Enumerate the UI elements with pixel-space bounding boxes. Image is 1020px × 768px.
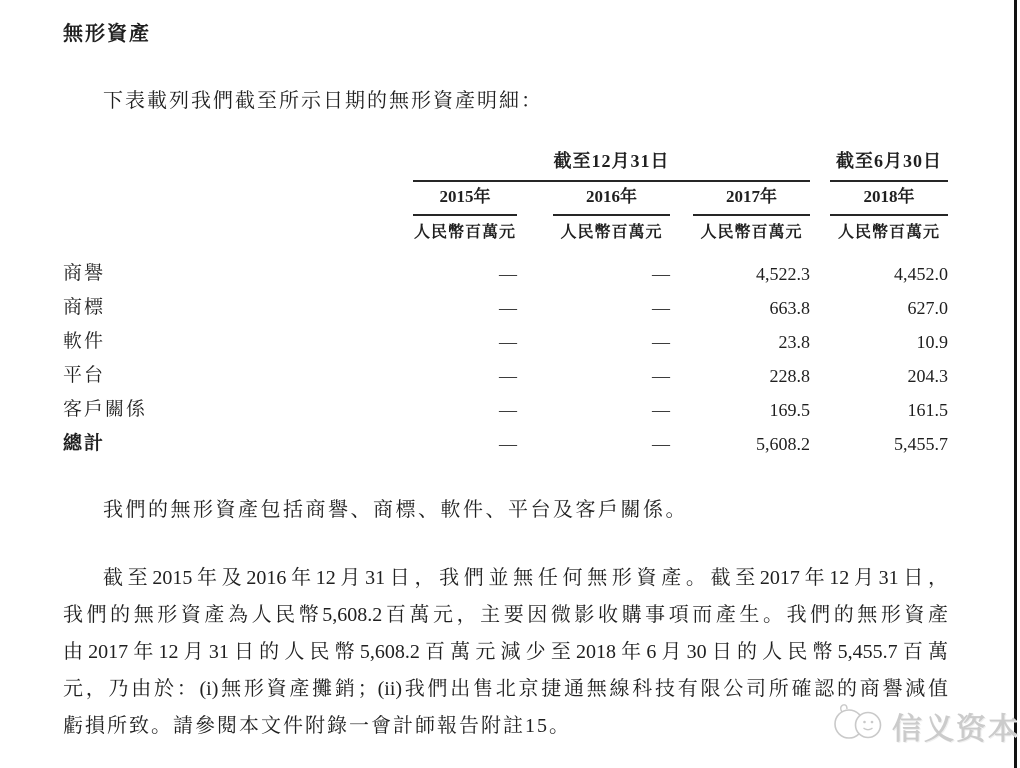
table-header-unit-row — [63, 216, 948, 245]
table-row-total — [63, 427, 948, 461]
cell-value: 204.3 — [907, 366, 948, 386]
page-right-edge-rule — [1014, 0, 1017, 768]
cell-value: 627.0 — [907, 298, 948, 318]
table-header-year-row — [63, 182, 948, 216]
cell-value: 5,455.7 — [894, 434, 948, 454]
section-title: 無形資產 — [63, 23, 151, 45]
table-header-group-row — [63, 149, 948, 182]
table-row-platform — [63, 359, 948, 393]
cell-value: — — [499, 434, 517, 454]
cell-value: — — [652, 434, 670, 454]
header-group-dec31: 截至12月31日 — [413, 149, 810, 182]
cell-value: 228.8 — [769, 366, 810, 386]
unit-label: 人民幣百萬元 — [413, 224, 516, 241]
paragraph-line: 由2017年12月31日的人民幣5,608.2百萬元減少至2018年6月30日的人民幣5,455.7百萬 — [63, 641, 948, 663]
row-label: 商標 — [63, 297, 106, 318]
paragraph-line: 虧損所致。請參閱本文件附錄一會計師報告附註15。 — [63, 715, 571, 737]
twin-circles-mascot-icon — [832, 699, 886, 752]
paragraph-line: 我們的無形資產為人民幣5,608.2百萬元，主要因微影收購事項而產生。我們的無形資產 — [63, 604, 948, 626]
unit-label: 人民幣百萬元 — [560, 224, 663, 241]
cell-value: 4,452.0 — [894, 264, 948, 284]
paragraph-detail — [63, 560, 948, 745]
unit-label: 人民幣百萬元 — [700, 224, 803, 241]
cell-value: — — [499, 332, 517, 352]
table-row-goodwill — [63, 257, 948, 291]
cell-value: 5,608.2 — [756, 434, 810, 454]
cell-value: — — [652, 264, 670, 284]
unit-label: 人民幣百萬元 — [837, 224, 940, 241]
cell-value: — — [652, 298, 670, 318]
cell-value: 663.8 — [769, 298, 810, 318]
table-row-software — [63, 325, 948, 359]
header-year-2017: 2017年 — [693, 182, 810, 216]
cell-value: — — [499, 400, 517, 420]
cell-value: — — [652, 366, 670, 386]
watermark — [832, 699, 1020, 752]
header-year-2015: 2015年 — [413, 182, 517, 216]
cell-value: — — [499, 298, 517, 318]
table-row-trademark — [63, 291, 948, 325]
table-body — [63, 257, 948, 461]
header-year-2018: 2018年 — [830, 182, 948, 216]
header-year-2016: 2016年 — [553, 182, 670, 216]
paragraph-line: 截至2015年及2016年12月31日，我們並無任何無形資產。截至2017年12月31日， — [103, 567, 948, 589]
cell-value: 10.9 — [916, 332, 948, 352]
cell-value: — — [652, 332, 670, 352]
row-label: 平台 — [63, 365, 106, 386]
cell-value: 161.5 — [907, 400, 948, 420]
row-label: 商譽 — [63, 263, 106, 284]
cell-value: — — [499, 366, 517, 386]
row-label: 軟件 — [63, 331, 106, 352]
intro-sentence: 下表載列我們截至所示日期的無形資產明細： — [103, 90, 543, 112]
row-label: 總計 — [63, 433, 106, 454]
cell-value: 169.5 — [769, 400, 810, 420]
paragraph-line: 元，乃由於：(i)無形資產攤銷；(ii)我們出售北京捷通無線科技有限公司所確認的商譽減值 — [63, 678, 948, 700]
cell-value: — — [499, 264, 517, 284]
cell-value: 23.8 — [778, 332, 810, 352]
row-label: 客戶關係 — [63, 399, 148, 420]
paragraph-summary: 我們的無形資產包括商譽、商標、軟件、平台及客戶關係。 — [103, 499, 688, 521]
intangible-assets-table — [63, 149, 948, 461]
cell-value: 4,522.3 — [756, 264, 810, 284]
cell-value: — — [652, 400, 670, 420]
header-group-jun30: 截至6月30日 — [830, 149, 948, 182]
table-row-customer-relations — [63, 393, 948, 427]
watermark-text: 信义资本 — [892, 712, 1020, 746]
